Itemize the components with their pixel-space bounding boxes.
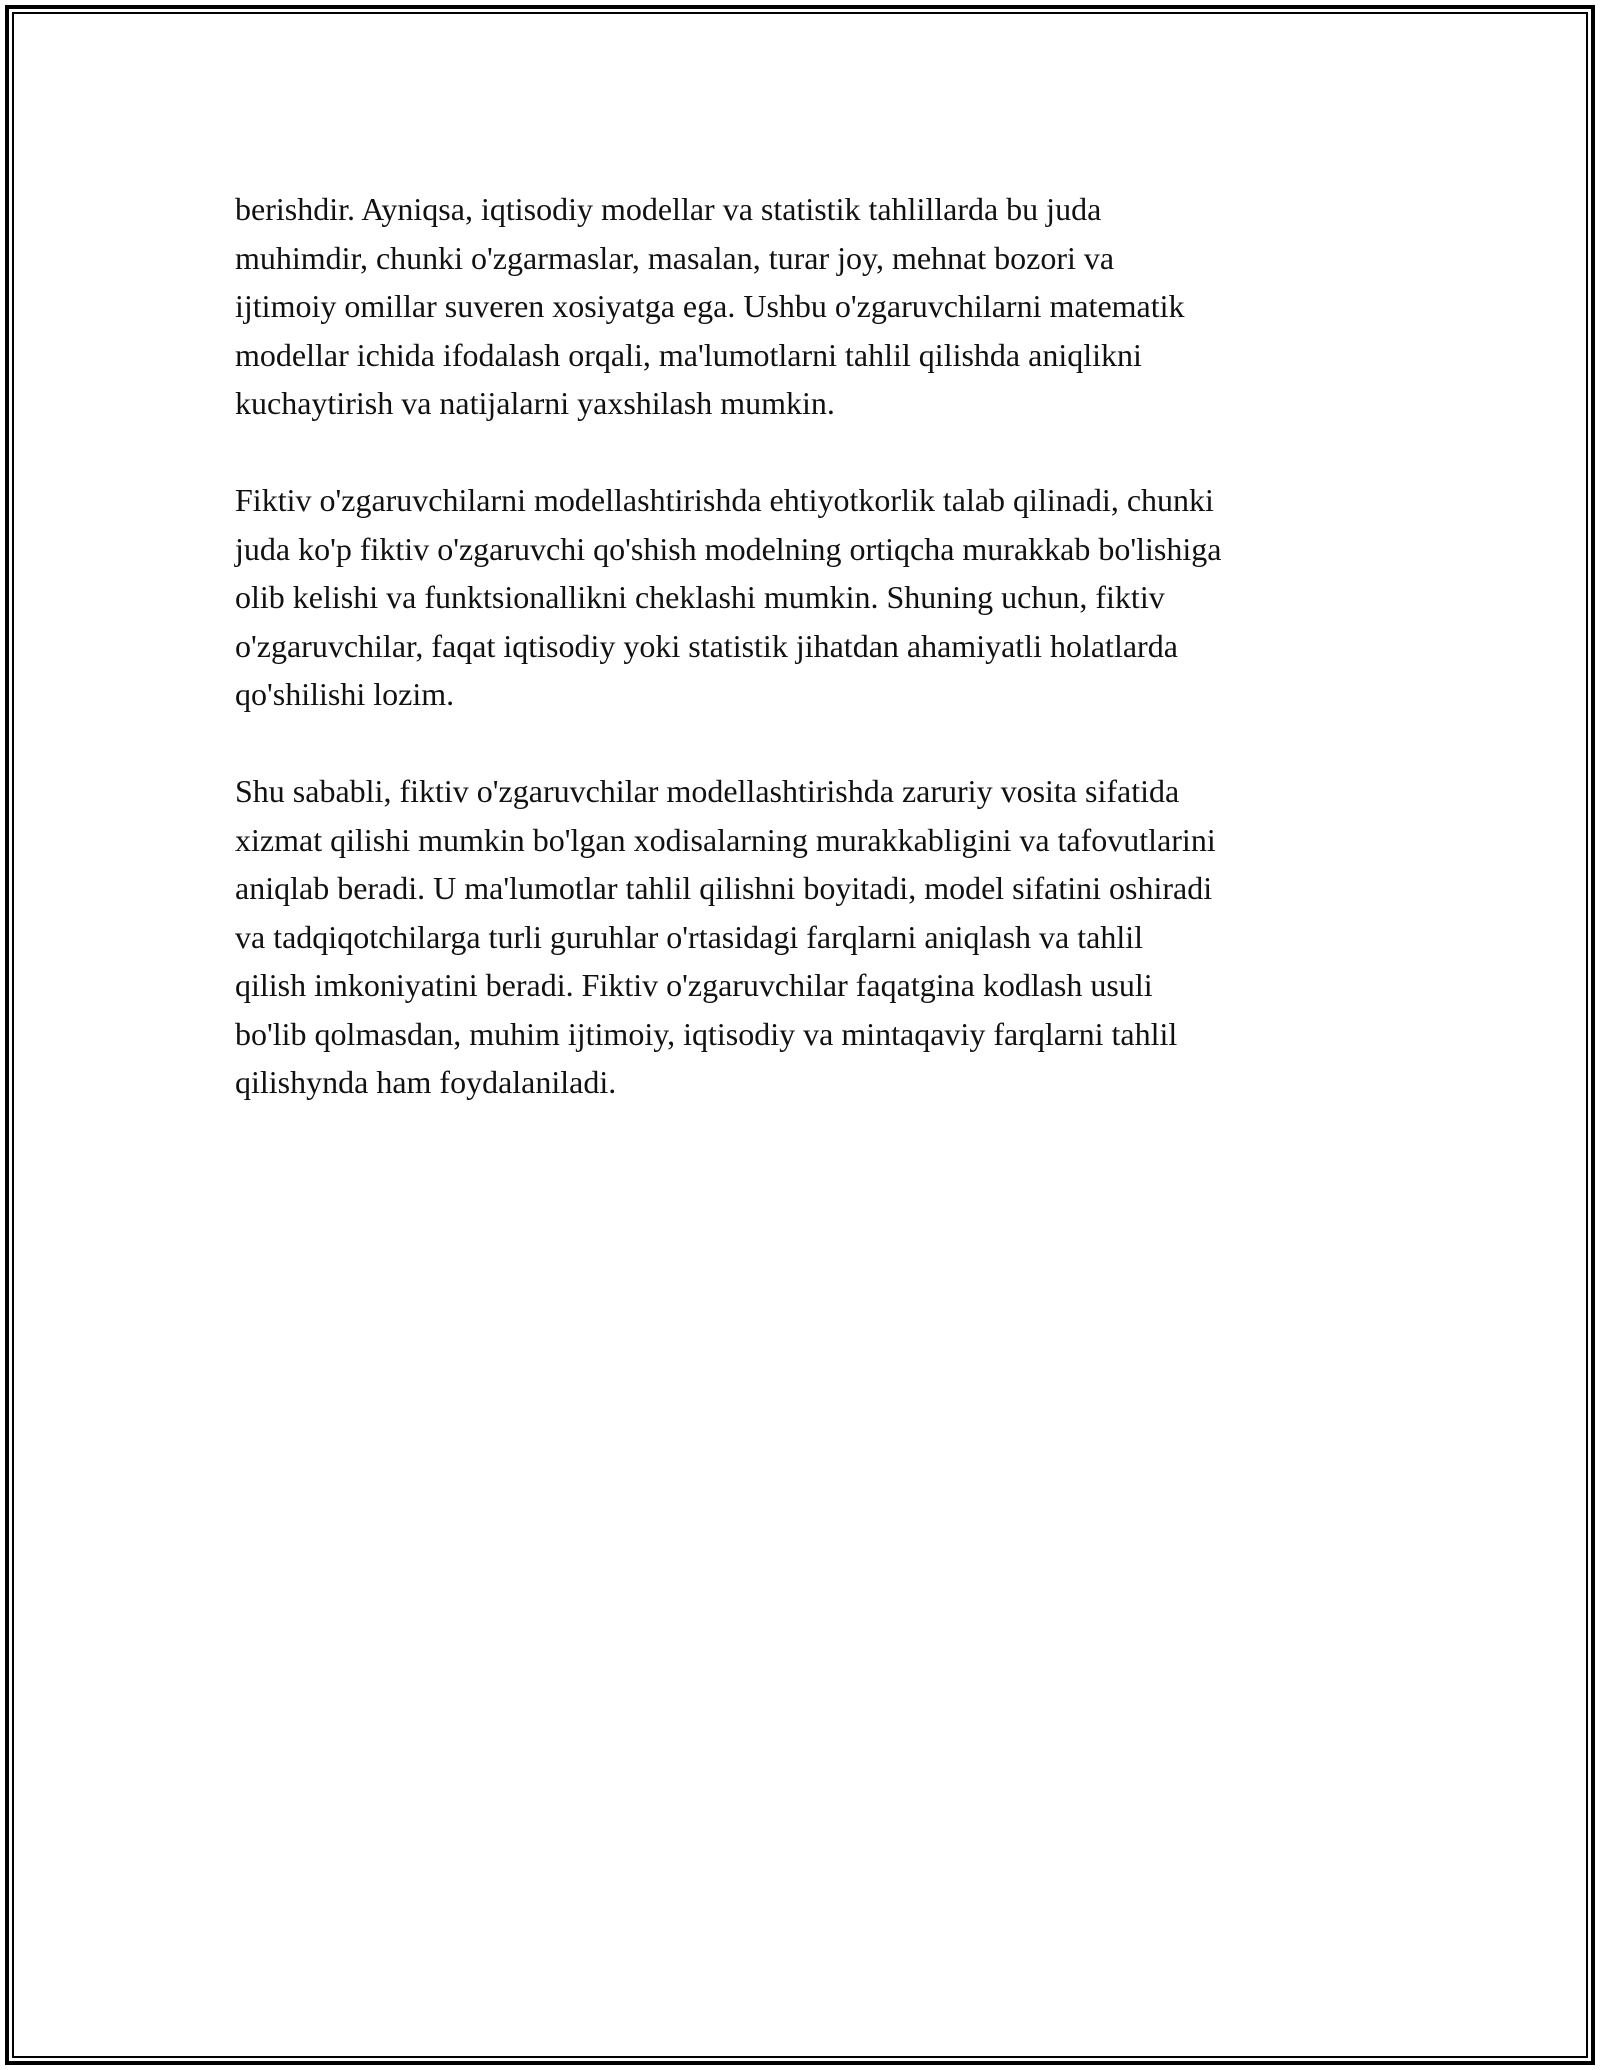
document-body — [235, 185, 1385, 1155]
paragraph-2: Fiktiv o'zgaruvchilarni modellashtirishda ehtiyotkorlik talab qilinadi, chunki juda ko'p fiktiv o'zgaruvchi qo'shish modelning ortiqcha murakkab bo'lishiga olib kelishi va funktsionallikni cheklashi mumkin. Shuning uchun, fiktiv o'zgaruvchilar, faqat iqtisodiy yoki statistik jihatdan ahamiyatli holatlarda qo'shilishi lozim. — [235, 482, 1222, 712]
paragraph-1: berishdir. Ayniqsa, iqtisodiy modellar va statistik tahlillarda bu juda muhimdir, chunki o'zgarmaslar, masalan, turar joy, mehnat bozori va ijtimoiy omillar suveren xosiyatga ega. Ushbu o'zgaruvchilarni matematik modellar ichida ifodalash orqali, ma'lumotlarni tahlil qilishda aniqlikni kuchaytirish va natijalarni yaxshilash mumkin. — [235, 191, 1185, 421]
paragraph-3: Shu sababli, fiktiv o'zgaruvchilar modellashtirishda zaruriy vosita sifatida xizmat qilishi mumkin bo'lgan xodisalarning murakkabligini va tafovutlarini aniqlab beradi. U ma'lumotlar tahlil qilishni boyitadi, model sifatini oshiradi va tadqiqotchilarga turli guruhlar o'rtasidagi farqlarni aniqlash va tahlil qilish imkoniyatini beradi. Fiktiv o'zgaruvchilar faqatgina kodlash usuli bo'lib qolmasdan, muhim ijtimoiy, iqtisodiy va mintaqaviy farqlarni tahlil qilishynda ham foydalaniladi. — [235, 773, 1216, 1100]
